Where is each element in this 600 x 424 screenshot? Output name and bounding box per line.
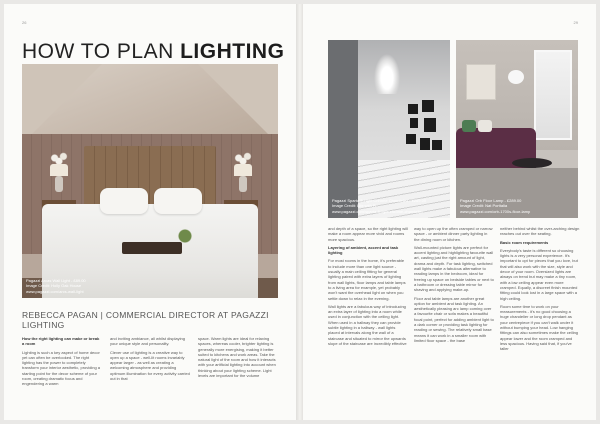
intro-heading: How the right lighting can make or break a room: [22, 336, 100, 347]
paragraph: Wall-mounted picture lights are perfect for accent lighting and highlighting favourite wall art, casting just the right amount of light, drama and depth. For task lighting, switched wall lights make a fabulous alternative to reading lamps in the bedroom, ideal for freeing up space on bedside tables or next to a bathroom or dressing table mirror for shaving and applying make-up.: [414, 244, 494, 293]
subheading-layering: Layering of ambient, accent and task lighting: [328, 244, 399, 256]
chandelier: [374, 54, 400, 94]
hallway-photo-caption: Pagazzi Sparta 8 Light Chrome Chandelier - £289.00 Image Credit: Life with Fi www.pagazzi.com/sparta-8-light-chrome-chandelier: [332, 197, 427, 214]
window: [534, 50, 572, 140]
paragraph: way to open up the often cramped or narrow space - or ambient dinner party lighting in the dining room or kitchen.: [414, 226, 493, 242]
paragraph: Wall lights are a fabulous way of introducing an extra layer of lighting into a room while used in conjunction with the ceiling light. When used in a hallway they can provide subtle lighting in a hallway - wall lights placed at intervals along the wall of a staircase and situated to mirror the upwards slope of the staircase are incredibly effective: [328, 303, 407, 346]
vase-left: [55, 176, 63, 192]
right-page: [303, 4, 596, 420]
wall-light-right: [232, 164, 254, 202]
orb-lamp: [508, 70, 524, 84]
paragraph: Floor and table lamps are another great option for ambient and task lighting. An aesthetically pleasing arc lamp coming over a favourite chair or sofa makes a beautiful focal point, perfect for adding ambient light to a dark corner or providing task lighting for reading or sewing. The relatively small base means it can work in a smaller room with limited floor space - the base: [414, 295, 494, 343]
left-column-2: [110, 336, 190, 384]
bedroom-photo-caption: Pagazzi Arcas Wall Light - £89.00 Image Credit: Holly Oak House www.pagazzi.com/arcs-wall-light: [26, 277, 86, 294]
coffee-table: [512, 158, 552, 168]
article-title: [22, 40, 284, 64]
green-cushion: [462, 120, 476, 132]
paragraph: Room some time to work on your measurements - it's no good choosing a huge chandelier or long drop pendant as your centrepiece if you can't walk under it without bumping your head. Low hanging fittings can also sometimes make the ceiling appear lower and the room cramped and less spacious. Having said that, if you've taller: [500, 303, 579, 352]
author-byline: REBECCA PAGAN | COMMERCIAL DIRECTOR AT PAGAZZI LIGHTING: [22, 310, 269, 330]
lounge-photo: [456, 40, 578, 218]
pillow-right: [154, 188, 202, 214]
left-column-3: [198, 336, 278, 381]
title-part-2: LIGHTING: [180, 40, 285, 63]
painting: [466, 64, 496, 100]
hallway-photo: [328, 40, 450, 218]
left-column-1: [22, 336, 102, 390]
left-page-number: 26: [22, 20, 27, 25]
ceiling-slope-right: [198, 64, 278, 144]
lamp-shade-left: [50, 164, 68, 176]
dark-wall: [328, 40, 358, 218]
bedroom-photo: [22, 64, 278, 298]
left-page: [4, 4, 297, 420]
right-column-2: [414, 226, 494, 346]
paragraph: and depth of a space, so the right lighting will make a room appear more vivid and rooms more spacious.: [328, 226, 408, 242]
tray: [122, 242, 182, 254]
paragraph: space. Warm lights are ideal for relaxing spaces, whereas cooler, brighter lighting is generally more energising, making it better suited to kitchens and work areas. Take the natural light of the room and how it interacts with your artificial lighting into account when thinking about your lighting scheme. Light levels are important for the volume: [198, 336, 276, 379]
wall-light-left: [48, 164, 70, 202]
paragraph: Everybody's taste is different so choosing lights is a very personal experience. It's important to opt for pieces that you love, but that will also work with the size, style and decor of your room. Oversized lights are always on trend but may make a tiny room, with a low ceiling appear even more cramped. Equally, a discreet finish mounted fitting could look lost in a large space with a high ceiling.: [500, 247, 578, 301]
lounge-photo-caption: Pagazzi Orb Floor Lamp - £289.00 Image Credit: Nat Porttalia www.pagazzi.com/orb-1700s-floor-lamp: [460, 197, 531, 214]
right-page-number: 29: [573, 20, 578, 25]
white-cushion: [478, 120, 492, 132]
ceiling-slope-left: [22, 64, 102, 144]
title-part-1: HOW TO PLAN: [22, 40, 174, 63]
paragraph: For most rooms in the home, it's preferable to include more than one light source - usually a main ceiling fitting for general lighting paired with extra layers of lighting from wall lights, floor lamps and table lamps to a living area for example, yet probably won't want the overhead light on when you settle down to relax in the evening.: [328, 258, 406, 301]
paragraph: Lighting is such a key aspect of home decor yet can often be overlooked. The right lighting has the power to completely transform your interior aesthetic, providing a starting point for the decor scheme of your room, creating dramatic focus and engendering a warm: [22, 349, 101, 387]
paragraph: neither behind whilst the over-arching design reaches out over the seating.: [500, 226, 580, 237]
right-column-3: [500, 226, 580, 355]
plant: [176, 228, 194, 244]
vase-right: [239, 176, 247, 192]
subheading-basic-requirements: Basic room requirements: [500, 239, 549, 245]
pillow-left: [100, 188, 148, 214]
paragraph: Clever use of lighting is a creative way to open up a space - well-lit rooms invariably appear larger - as well as creating a welcoming atmosphere and providing optimum illumination for every activity carried out in that: [110, 349, 190, 382]
paragraph: and inviting ambiance, all whilst displaying your unique style and personality.: [110, 336, 185, 347]
right-column-1: [328, 226, 408, 349]
lamp-shade-right: [234, 164, 252, 176]
